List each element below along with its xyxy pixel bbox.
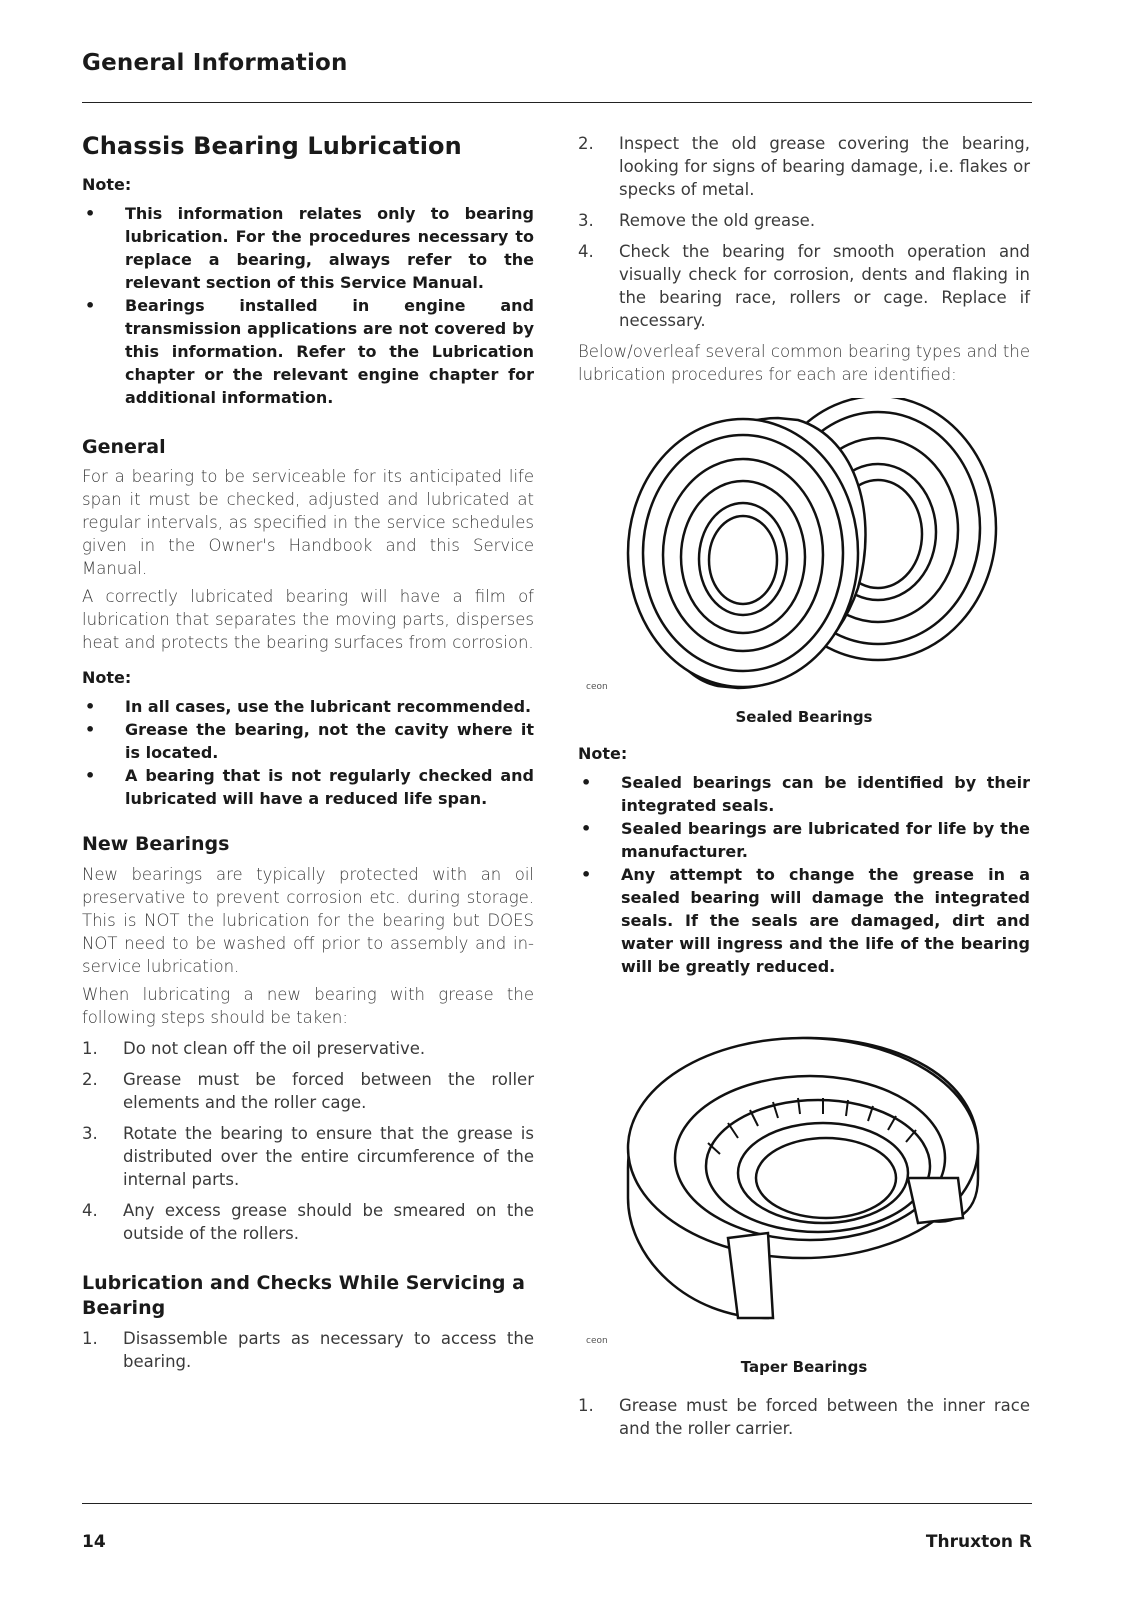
sealed-bearings-illustration	[578, 398, 1030, 698]
step-item: 2. Grease must be forced between the roller elements and the roller cage.	[82, 1070, 534, 1113]
note-label: Note:	[578, 744, 628, 763]
figure-caption: Sealed Bearings	[735, 708, 873, 726]
note-item: • A bearing that is not regularly checked and lubricated will have a reduced life span.	[82, 764, 534, 810]
step-item: 1. Disassemble parts as necessary to access the bearing.	[82, 1328, 534, 1371]
page-number: 14	[82, 1532, 106, 1552]
new-bearings-paragraph: New bearings are typically protected with an oil preservative to prevent corrosion etc. during storage. This is NOT the lubrication for the bearing but DOES NOT need to be washed off prior to assembly and in-service lubrication.	[82, 865, 534, 977]
footer-rule	[82, 1503, 1032, 1504]
figure-code: ceon	[586, 1336, 608, 1346]
intro-paragraph: Below/overleaf several common bearing types and the lubrication procedures for each are identified:	[578, 342, 1030, 384]
general-paragraph: A correctly lubricated bearing will have a film of lubrication that separates the moving parts, disperses heat and protects the bearing surfaces from corrosion.	[82, 587, 534, 653]
new-bearings-steps	[82, 1037, 534, 1245]
step-item: 2. Inspect the old grease covering the bearing, looking for signs of bearing damage, i.e. flakes or specks of metal.	[578, 134, 1030, 199]
servicing-steps-continued	[578, 132, 1030, 332]
section-title: Chassis Bearing Lubrication	[82, 132, 462, 160]
taper-bearings-steps	[578, 1394, 1030, 1440]
note-item: • Sealed bearings can be identified by their integrated seals.	[578, 771, 1030, 817]
servicing-heading: Lubrication and Checks While Servicing a Bearing	[82, 1272, 525, 1319]
note-item: • Grease the bearing, not the cavity where it is located.	[82, 718, 534, 764]
figure-code: ceon	[586, 682, 608, 692]
header-rule	[82, 102, 1032, 103]
page-header-title: General Information	[82, 50, 348, 76]
model-name: Thruxton R	[925, 1532, 1032, 1552]
note-item: • Any attempt to change the grease in a sealed bearing will damage the integrated seals. If the seals are damaged, dirt and water will ingress and the life of the bearing will be greatly reduced.	[578, 863, 1030, 978]
note-item: • Sealed bearings are lubricated for life by the manufacturer.	[578, 817, 1030, 863]
note-item: • In all cases, use the lubricant recommended.	[82, 695, 534, 718]
note-list	[82, 695, 534, 810]
general-paragraph: For a bearing to be serviceable for its anticipated life span it must be checked, adjusted and lubricated at regular intervals, as specified in the service schedules given in the Owner's Handbook and this Service Manual.	[82, 467, 534, 579]
servicing-steps	[82, 1327, 534, 1373]
step-item: 4. Any excess grease should be smeared on the outside of the rollers.	[82, 1201, 534, 1244]
left-column	[82, 132, 534, 1381]
step-item: 1. Do not clean off the oil preservative.	[82, 1039, 426, 1059]
new-bearings-paragraph: When lubricating a new bearing with grease the following steps should be taken:	[82, 985, 534, 1028]
taper-bearings-figure	[578, 1018, 1030, 1358]
step-item: 3. Rotate the bearing to ensure that the grease is distributed over the entire circumference of the internal parts.	[82, 1124, 534, 1190]
taper-bearings-illustration	[578, 1018, 1030, 1338]
note-item: • Bearings installed in engine and transmission applications are not covered by this information. Refer to the Lubrication chapter or the relevant engine chapter for additional information.	[82, 294, 534, 409]
note-list	[82, 202, 534, 409]
step-item: 4. Check the bearing for smooth operation and visually check for corrosion, dents and flaking in the bearing race, rollers or cage. Replace if necessary.	[578, 242, 1030, 330]
note-label: Note:	[82, 668, 132, 688]
step-item: 1. Grease must be forced between the inner race and the roller carrier.	[578, 1396, 1030, 1438]
note-item: • This information relates only to bearing lubrication. For the procedures necessary to replace a bearing, always refer to the relevant section of this Service Manual.	[82, 202, 534, 294]
sealed-bearings-figure	[578, 398, 1030, 708]
general-heading: General	[82, 435, 166, 458]
note-label: Note:	[82, 174, 132, 194]
right-column	[578, 132, 1030, 1448]
note-list	[578, 771, 1030, 978]
step-item: 3. Remove the old grease.	[578, 211, 816, 230]
new-bearings-heading: New Bearings	[82, 833, 230, 856]
figure-caption: Taper Bearings	[740, 1358, 868, 1376]
